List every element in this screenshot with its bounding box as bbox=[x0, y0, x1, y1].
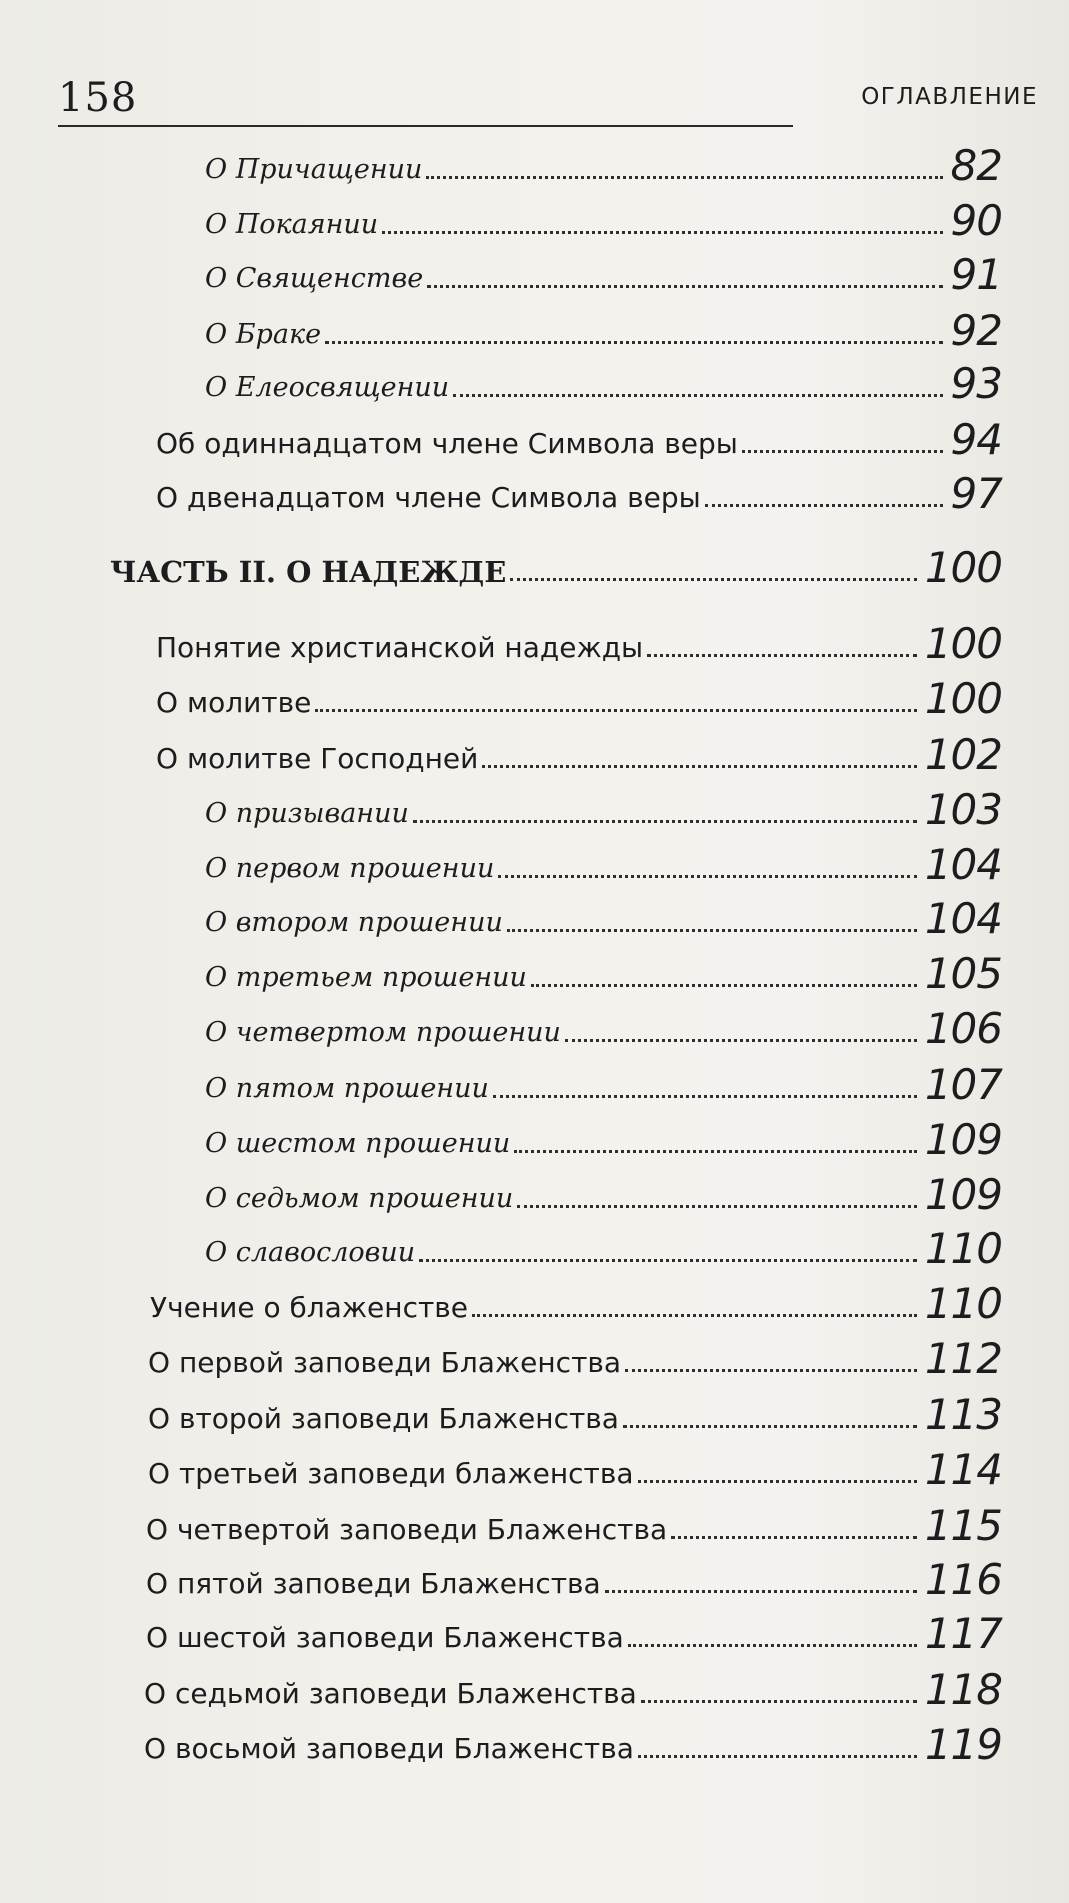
dot-leader bbox=[641, 1700, 917, 1703]
dot-leader bbox=[605, 1590, 917, 1593]
toc-entry-page-number: 103 bbox=[924, 785, 1002, 834]
toc-entry[interactable] bbox=[146, 1606, 1002, 1658]
toc-entry-title: О Причащении bbox=[205, 154, 423, 185]
toc-entry-title: О второй заповеди Блаженства bbox=[148, 1402, 619, 1435]
toc-entry-title: О двенадцатом члене Символа веры bbox=[156, 481, 701, 514]
toc-entry-page-number: 93 bbox=[950, 359, 1002, 408]
toc-entry[interactable] bbox=[205, 1057, 1002, 1109]
toc-entry-page-number: 110 bbox=[924, 1279, 1002, 1328]
toc-entry-page-number: 102 bbox=[924, 730, 1002, 779]
dot-leader bbox=[623, 1425, 917, 1428]
toc-entry-title: О седьмом прошении bbox=[205, 1183, 514, 1214]
toc-entry[interactable] bbox=[148, 1331, 1002, 1383]
toc-entry-title: О пятой заповеди Блаженства bbox=[146, 1567, 601, 1600]
dot-leader bbox=[427, 285, 942, 288]
toc-entry-title: О шестой заповеди Блаженства bbox=[146, 1621, 624, 1654]
toc-entry-page-number: 106 bbox=[924, 1004, 1002, 1053]
dot-leader bbox=[628, 1644, 917, 1647]
toc-entry-page-number: 94 bbox=[950, 415, 1002, 464]
dot-leader bbox=[498, 875, 916, 878]
toc-entry-page-number: 119 bbox=[924, 1720, 1002, 1769]
toc-entry-page-number: 114 bbox=[924, 1445, 1002, 1494]
toc-entry[interactable] bbox=[205, 837, 1002, 889]
dot-leader bbox=[325, 341, 943, 344]
toc-entry-page-number: 112 bbox=[924, 1334, 1002, 1383]
toc-entry-title: О седьмой заповеди Блаженства bbox=[144, 1677, 637, 1710]
dot-leader bbox=[315, 709, 917, 712]
toc-entry[interactable] bbox=[205, 1221, 1002, 1273]
toc-entry[interactable] bbox=[144, 1717, 1002, 1769]
toc-entry-page-number: 109 bbox=[924, 1170, 1002, 1219]
toc-entry-page-number: 117 bbox=[924, 1609, 1002, 1658]
dot-leader bbox=[472, 1314, 917, 1317]
toc-entry-title: Об одиннадцатом члене Символа веры bbox=[156, 427, 738, 460]
toc-entry[interactable] bbox=[205, 891, 1002, 943]
toc-entry-page-number: 82 bbox=[950, 141, 1002, 190]
toc-entry[interactable] bbox=[205, 247, 1002, 299]
toc-entry[interactable] bbox=[146, 1498, 1002, 1550]
toc-entry[interactable] bbox=[205, 782, 1002, 834]
dot-leader bbox=[514, 1150, 917, 1153]
toc-entry[interactable] bbox=[205, 1167, 1002, 1219]
toc-entry-title: О Священстве bbox=[205, 263, 424, 294]
dot-leader bbox=[482, 765, 916, 768]
toc-entry-title: О третьем прошении bbox=[205, 962, 527, 993]
dot-leader bbox=[382, 231, 942, 234]
dot-leader bbox=[517, 1205, 917, 1208]
dot-leader bbox=[638, 1480, 917, 1483]
toc-entry-page-number: 92 bbox=[950, 306, 1002, 355]
toc-entry-title: О Елеосвящении bbox=[205, 372, 450, 403]
toc-entry-page-number: 100 bbox=[924, 674, 1002, 723]
dot-leader bbox=[419, 1259, 917, 1262]
toc-entry[interactable] bbox=[156, 616, 1002, 668]
toc-entry[interactable] bbox=[110, 540, 1002, 592]
toc-entry-title: О восьмой заповеди Блаженства bbox=[144, 1732, 634, 1765]
dot-leader bbox=[453, 394, 942, 397]
dot-leader bbox=[493, 1095, 917, 1098]
toc-entry-title: О четвертом прошении bbox=[205, 1017, 561, 1048]
toc-entry-title: О славословии bbox=[205, 1237, 416, 1268]
toc-entry-title: О молитве Господней bbox=[156, 742, 479, 775]
toc-entry-page-number: 90 bbox=[950, 196, 1002, 245]
toc-entry[interactable] bbox=[146, 1552, 1002, 1604]
toc-entry-page-number: 104 bbox=[924, 894, 1002, 943]
toc-entry[interactable] bbox=[205, 1001, 1002, 1053]
toc-entry-page-number: 115 bbox=[924, 1501, 1002, 1550]
toc-entry-title: Понятие христианской надежды bbox=[156, 631, 644, 664]
dot-leader bbox=[742, 450, 943, 453]
toc-entry-title: О Покаянии bbox=[205, 209, 379, 240]
toc-entry[interactable] bbox=[156, 671, 1002, 723]
section-title: ОГЛАВЛЕНИЕ bbox=[861, 84, 1038, 110]
toc-entry-page-number: 113 bbox=[924, 1390, 1002, 1439]
toc-entry[interactable] bbox=[205, 193, 1002, 245]
toc-entry[interactable] bbox=[205, 1112, 1002, 1164]
dot-leader bbox=[426, 176, 942, 179]
toc-entry-title: ЧАСТЬ II. О НАДЕЖДЕ bbox=[110, 555, 507, 589]
dot-leader bbox=[531, 984, 917, 987]
dot-leader bbox=[671, 1536, 917, 1539]
dot-leader bbox=[638, 1755, 917, 1758]
toc-entry[interactable] bbox=[156, 466, 1002, 518]
toc-entry-page-number: 116 bbox=[924, 1555, 1002, 1604]
toc-entry-title: О молитве bbox=[156, 686, 312, 719]
toc-entry[interactable] bbox=[148, 1442, 1002, 1494]
toc-entry-page-number: 118 bbox=[924, 1665, 1002, 1714]
dot-leader bbox=[507, 929, 917, 932]
toc-entry[interactable] bbox=[156, 412, 1002, 464]
toc-entry-page-number: 104 bbox=[924, 840, 1002, 889]
toc-entry-title: О первой заповеди Блаженства bbox=[148, 1346, 622, 1379]
toc-entry-title: О Браке bbox=[205, 319, 322, 350]
toc-entry[interactable] bbox=[205, 138, 1002, 190]
toc-entry-title: О втором прошении bbox=[205, 907, 503, 938]
toc-entry-page-number: 97 bbox=[950, 469, 1002, 518]
page-number: 158 bbox=[58, 75, 138, 121]
toc-entry-title: О третьей заповеди блаженства bbox=[148, 1457, 634, 1490]
toc-entry-page-number: 100 bbox=[924, 619, 1002, 668]
dot-leader bbox=[565, 1039, 917, 1042]
dot-leader bbox=[705, 504, 943, 507]
toc-entry-page-number: 91 bbox=[950, 250, 1002, 299]
toc-entry[interactable] bbox=[156, 727, 1002, 779]
toc-entry-page-number: 110 bbox=[924, 1224, 1002, 1273]
toc-entry-page-number: 107 bbox=[924, 1060, 1002, 1109]
toc-entry-title: О четвертой заповеди Блаженства bbox=[146, 1513, 668, 1546]
toc-entry-title: О призывании bbox=[205, 798, 409, 829]
toc-entry[interactable] bbox=[205, 946, 1002, 998]
toc-entry-title: О шестом прошении bbox=[205, 1128, 511, 1159]
toc-entry-page-number: 100 bbox=[924, 543, 1002, 592]
toc-entry-page-number: 105 bbox=[924, 949, 1002, 998]
toc-entry-page-number: 109 bbox=[924, 1115, 1002, 1164]
dot-leader bbox=[510, 578, 917, 581]
toc-entry[interactable] bbox=[205, 303, 1002, 355]
toc-entry[interactable] bbox=[150, 1276, 1002, 1328]
toc-entry-title: О пятом прошении bbox=[205, 1073, 489, 1104]
dot-leader bbox=[413, 820, 917, 823]
dot-leader bbox=[647, 654, 917, 657]
toc-entry[interactable] bbox=[205, 356, 1002, 408]
toc-entry[interactable] bbox=[144, 1662, 1002, 1714]
toc-entry[interactable] bbox=[148, 1387, 1002, 1439]
toc-entry-title: О первом прошении bbox=[205, 853, 495, 884]
toc-entry-title: Учение о блаженстве bbox=[150, 1291, 469, 1324]
dot-leader bbox=[625, 1369, 917, 1372]
